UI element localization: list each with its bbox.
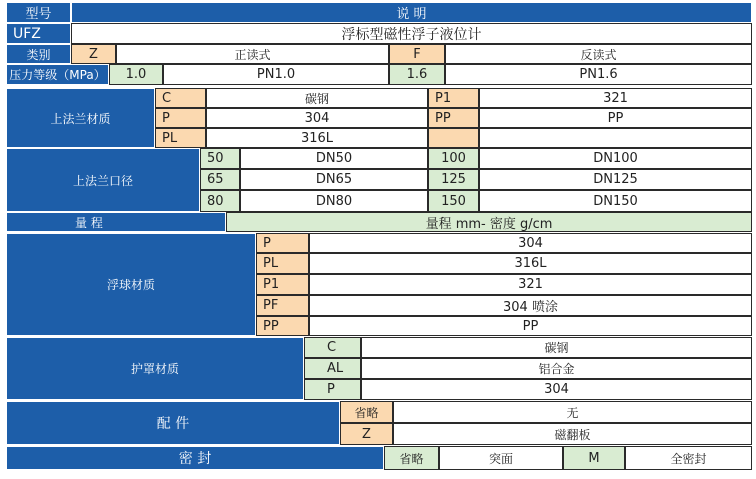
cover-material-text: 304 xyxy=(361,379,752,400)
pressure-code-1: 1.0 xyxy=(109,64,163,85)
seal-code-2: M xyxy=(563,446,625,470)
range-text: 量程 mm- 密度 g/cm xyxy=(226,212,752,232)
header-description: 说 明 xyxy=(71,2,752,23)
flange-material-text: 304 xyxy=(206,108,428,128)
pressure-text-1: PN1.0 xyxy=(163,64,389,85)
base-code: UFZ xyxy=(6,23,71,44)
category-z-code: Z xyxy=(71,44,116,64)
flange-material-text: 316L xyxy=(206,128,428,148)
accessory-text: 无 xyxy=(393,401,752,423)
pressure-text-2: PN1.6 xyxy=(445,64,752,85)
category-f-text: 反读式 xyxy=(445,44,752,64)
flange-material-text-2: PP xyxy=(479,108,752,128)
cover-material-code: P xyxy=(304,379,361,400)
accessory-code: Z xyxy=(340,423,393,445)
float-material-code: PP xyxy=(256,316,309,336)
category-z-text: 正读式 xyxy=(116,44,389,64)
cover-material-label: 护罩材质 xyxy=(6,337,304,400)
flange-size-text: DN65 xyxy=(240,169,428,190)
accessory-code: 省略 xyxy=(340,401,393,423)
flange-size-code: 65 xyxy=(200,169,240,190)
float-material-text: 304 xyxy=(309,233,752,253)
flange-material-code-2 xyxy=(428,128,479,148)
float-material-text: 321 xyxy=(309,274,752,295)
flange-size-text: DN80 xyxy=(240,190,428,212)
float-material-text: PP xyxy=(309,316,752,336)
float-material-text: 304 喷涂 xyxy=(309,295,752,316)
float-material-code: PL xyxy=(256,253,309,274)
accessory-text: 磁翻板 xyxy=(393,423,752,445)
flange-size-code-2: 125 xyxy=(428,169,479,190)
cover-material-text: 铝合金 xyxy=(361,358,752,379)
header-model: 型号 xyxy=(6,2,71,23)
flange-material-code-2: PP xyxy=(428,108,479,128)
seal-code-1: 省略 xyxy=(384,446,439,470)
flange-material-code-2: P1 xyxy=(428,88,479,108)
flange-size-code-2: 150 xyxy=(428,190,479,212)
float-material-label: 浮球材质 xyxy=(6,233,256,336)
cover-material-code: AL xyxy=(304,358,361,379)
flange-size-text: DN50 xyxy=(240,148,428,169)
flange-size-text-2: DN150 xyxy=(479,190,752,212)
category-label: 类别 xyxy=(6,44,71,64)
category-f-code: F xyxy=(389,44,445,64)
cover-material-code: C xyxy=(304,337,361,358)
pressure-label: 压力等级（MPa） xyxy=(6,64,109,85)
flange-size-code: 80 xyxy=(200,190,240,212)
seal-text-1: 突面 xyxy=(439,446,563,470)
flange-material-label: 上法兰材质 xyxy=(6,88,155,148)
float-material-text: 316L xyxy=(309,253,752,274)
flange-material-text-2 xyxy=(479,128,752,148)
range-label: 量 程 xyxy=(6,212,226,232)
seal-label: 密 封 xyxy=(6,446,384,470)
float-material-code: P xyxy=(256,233,309,253)
seal-text-2: 全密封 xyxy=(625,446,752,470)
flange-size-text-2: DN125 xyxy=(479,169,752,190)
flange-material-code: C xyxy=(155,88,206,108)
flange-material-code: P xyxy=(155,108,206,128)
float-material-code: PF xyxy=(256,295,309,316)
accessory-label: 配 件 xyxy=(6,401,340,445)
flange-material-code: PL xyxy=(155,128,206,148)
pressure-code-2: 1.6 xyxy=(389,64,445,85)
float-material-code: P1 xyxy=(256,274,309,295)
flange-size-code-2: 100 xyxy=(428,148,479,169)
flange-material-text-2: 321 xyxy=(479,88,752,108)
flange-size-text-2: DN100 xyxy=(479,148,752,169)
flange-material-text: 碳钢 xyxy=(206,88,428,108)
flange-size-label: 上法兰口径 xyxy=(6,148,200,212)
flange-size-code: 50 xyxy=(200,148,240,169)
base-name: 浮标型磁性浮子液位计 xyxy=(71,23,752,44)
cover-material-text: 碳钢 xyxy=(361,337,752,358)
